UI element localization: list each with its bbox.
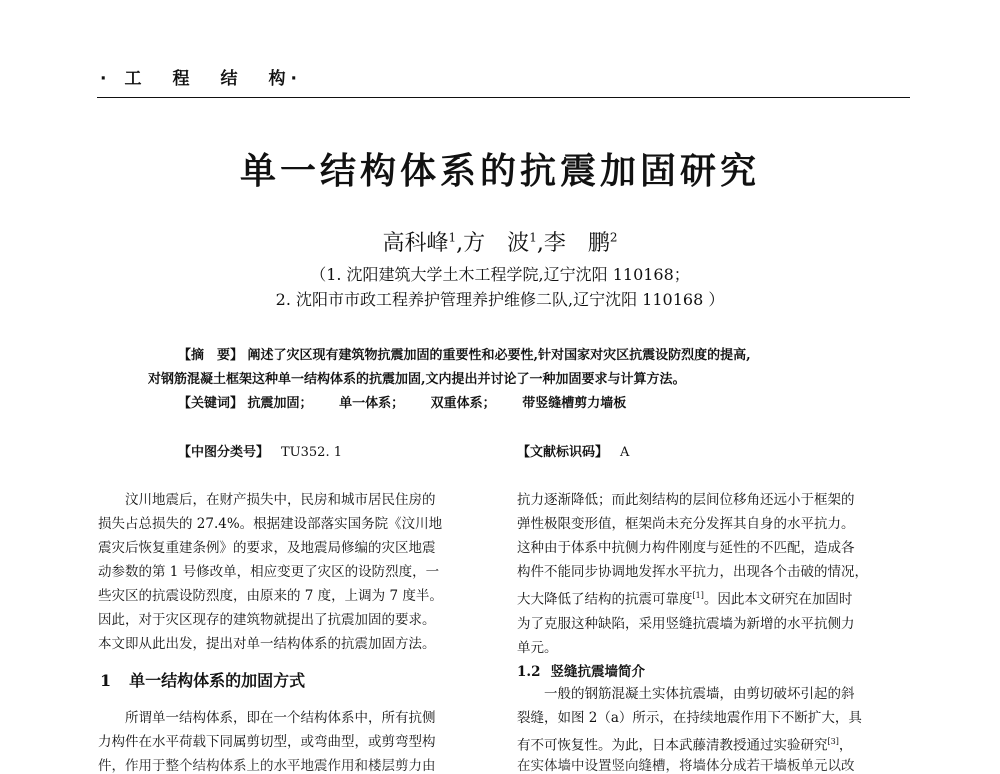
text-line: 一般的钢筋混凝土实体抗震墙，由剪切破坏引起的斜 (544, 686, 855, 702)
header-dot-left: · (100, 69, 107, 89)
abstract-text: 对钢筋混凝土框架这种单一结构体系的抗震加固,文内提出并讨论了一种加固要求与计算方法。 (148, 372, 686, 387)
document-code-label: 【文献标识码】 (517, 445, 609, 460)
abstract-text: 阐述了灾区现有建筑物抗震加固的重要性和必要性,针对国家对灾区抗震设防烈度的提高, (247, 348, 751, 363)
header-char: 构 (268, 69, 286, 89)
author-list: 高科峰$^1$,方 波$^1$,李 鹏$^2$ (382, 230, 618, 256)
cut-off-line (517, 754, 909, 774)
text-line: 这种由于体系中抗侧力构件刚度与延性的不匹配，造成各 (517, 540, 855, 556)
intro-paragraph (98, 488, 488, 656)
paper-title: 单一结构体系的抗震加固研究 (239, 150, 760, 192)
citation-ref: [1] (692, 591, 704, 600)
text-line: 在实体墙中设置竖向缝槽，将墙体分成若干墙板单元以改 (517, 758, 855, 774)
document-code-value: A (620, 445, 630, 460)
classification-label: 【中图分类号】 (178, 445, 270, 460)
text-line: 损失占总损失的 27.4%。根据建设部落实国务院《汶川地 (98, 516, 443, 532)
text-line: 力构件在水平荷载下同属剪切型，或弯曲型，或剪弯型构 (98, 734, 436, 750)
text-line: 件，作用于整个结构体系上的水平地震作用和楼层剪力由 (98, 758, 436, 774)
text-line: 裂缝，如图 2（a）所示，在持续地震作用下不断扩大，具 (517, 710, 862, 726)
text-segment: ， (838, 737, 853, 754)
abstract-label: 【摘 要】 (178, 348, 244, 363)
keywords-label: 【关键词】 (178, 396, 244, 411)
right-paragraph-2 (517, 682, 909, 758)
abstract (178, 344, 751, 363)
section-number: 1 (100, 671, 112, 690)
header-char: 结 (220, 69, 238, 89)
text-line: 构件不能同步协调地发挥水平抗力，出现各个击破的情况， (517, 564, 868, 580)
author-affil-mark: 1 (529, 230, 537, 245)
author-name: 李 鹏 (543, 231, 610, 256)
text-line: 单元。 (517, 639, 558, 656)
keyword: 双重体系； (430, 396, 496, 411)
keyword: 带竖缝槽剪力墙板 (522, 396, 627, 411)
header-rule (97, 97, 910, 98)
right-paragraph (517, 488, 909, 660)
section-title: 单一结构体系的加固方式 (129, 671, 306, 690)
subsection-heading (517, 660, 645, 680)
section-header (100, 64, 297, 89)
classification (178, 441, 342, 460)
keyword: 单一体系； (339, 396, 405, 411)
text-segment: 大大降低了结构的抗震可靠度 (517, 591, 693, 608)
text-line: 些灾区的抗震设防烈度，由原来的 7 度，上调为 7 度半。 (98, 588, 443, 604)
subsection-number: 1.2 (517, 664, 541, 680)
author-affil-mark: 1 (448, 230, 457, 245)
keyword: 抗震加固； (247, 396, 313, 411)
text-line: 所谓单一结构体系，即在一个结构体系中，所有抗侧 (125, 710, 436, 726)
text-line: 本文即从此出发，提出对单一结构体系的抗震加固方法。 (98, 636, 436, 652)
keywords (178, 392, 626, 411)
section-heading (100, 668, 305, 691)
text-segment: 。因此本文研究在加固时 (703, 591, 853, 608)
header-char: 程 (172, 69, 190, 89)
text-line: 汶川地震后，在财产损失中，民房和城市居民住房的 (125, 492, 436, 508)
cut-off-line (98, 754, 488, 774)
text-line: 因此，对于灾区现存的建筑物就提出了抗震加固的要求。 (98, 612, 436, 628)
author-affil-mark: 2 (609, 230, 618, 245)
classification-value: TU352. 1 (281, 445, 342, 460)
text-line (517, 584, 909, 612)
text-line: 为了克服这种缺陷，采用竖缝抗震墙为新增的水平抗侧力 (517, 615, 855, 632)
author-name: 方 波 (463, 231, 530, 256)
text-line: 弹性极限变形值，框架尚未充分发挥其自身的水平抗力。 (517, 516, 855, 532)
document-code (517, 441, 629, 460)
subsection-title: 竖缝抗震墙简介 (550, 664, 645, 680)
section-paragraph (98, 706, 488, 754)
text-line: 动参数的第 1 号修改单，相应变更了灾区的设防烈度，一 (98, 564, 440, 580)
text-segment: 有不可恢复性。为此，日本武藤清教授通过实验研究 (517, 737, 828, 754)
header-char: 工 (124, 69, 142, 89)
author-name: 高科峰 (382, 231, 449, 256)
citation-ref: [3] (827, 737, 839, 746)
text-line: 震灾后恢复重建条例》的要求，及地震局修编的灾区地震 (98, 540, 436, 556)
affiliation: （1. 沈阳建筑大学土木工程学院,辽宁沈阳 110168； (310, 265, 690, 284)
text-line: 抗力逐渐降低；而此刻结构的层间位移角还远小于框架的 (517, 492, 855, 508)
affiliation: 2. 沈阳市市政工程养护管理养护维修二队,辽宁沈阳 110168 ） (275, 290, 725, 309)
header-dot-right: · (290, 69, 297, 89)
